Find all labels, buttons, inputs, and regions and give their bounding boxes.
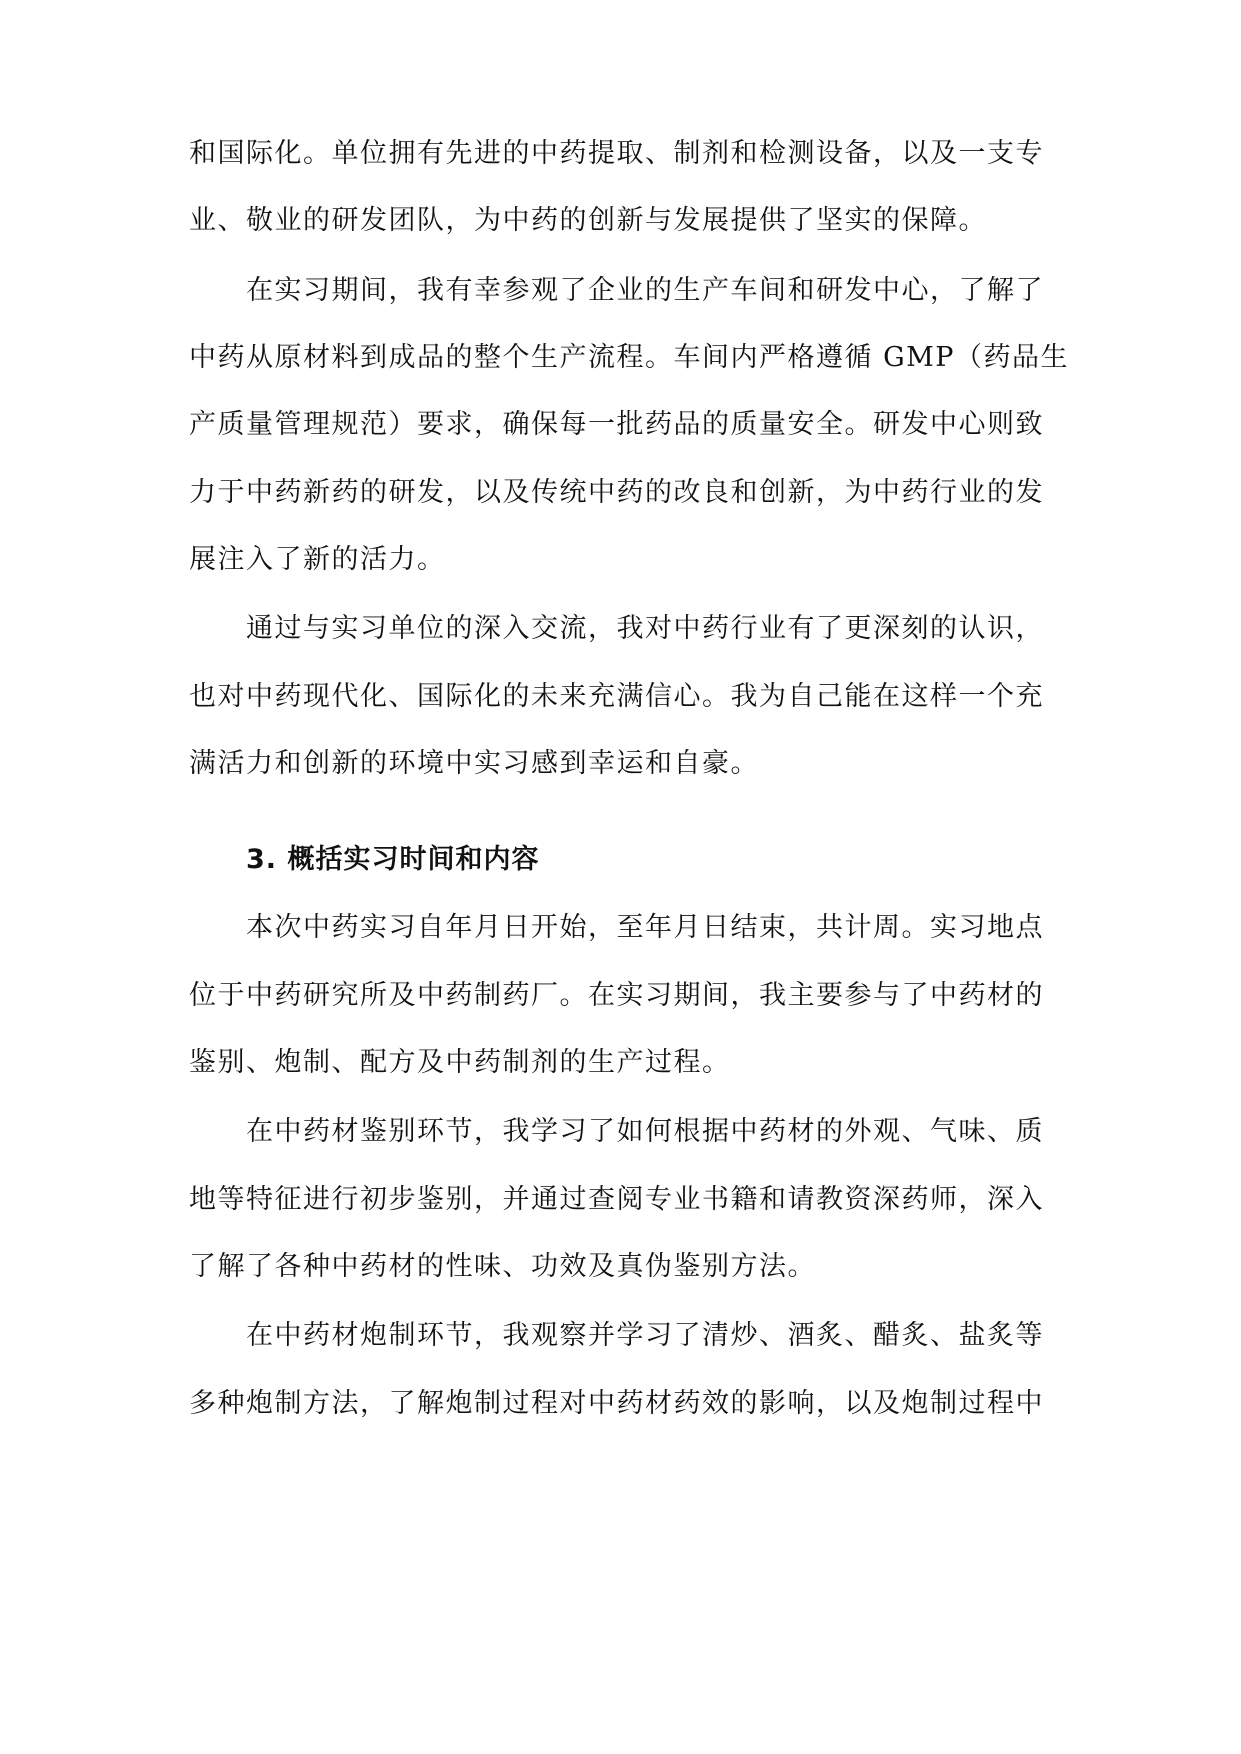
paragraph-line: 位于中药研究所及中药制药厂。在实习期间，我主要参与了中药材的 bbox=[189, 980, 1044, 1011]
paragraph-line: 地等特征进行初步鉴别，并通过查阅专业书籍和请教资深药师，深入 bbox=[189, 1184, 1044, 1215]
section-heading: 3. 概括实习时间和内容 bbox=[246, 844, 540, 875]
paragraph-line: 中药从原材料到成品的整个生产流程。车间内严格遵循 GMP（药品生 bbox=[189, 342, 1069, 373]
paragraph-line: 力于中药新药的研发，以及传统中药的改良和创新，为中药行业的发 bbox=[189, 477, 1044, 508]
paragraph-line: 产质量管理规范）要求，确保每一批药品的质量安全。研发中心则致 bbox=[189, 409, 1044, 440]
paragraph-line: 多种炮制方法，了解炮制过程对中药材药效的影响，以及炮制过程中 bbox=[189, 1388, 1044, 1419]
paragraph-line: 业、敬业的研发团队，为中药的创新与发展提供了坚实的保障。 bbox=[189, 205, 987, 236]
paragraph-line: 在中药材炮制环节，我观察并学习了清炒、酒炙、醋炙、盐炙等 bbox=[246, 1320, 1044, 1351]
paragraph-line: 在实习期间，我有幸参观了企业的生产车间和研发中心，了解了 bbox=[246, 275, 1044, 306]
paragraph-line: 在中药材鉴别环节，我学习了如何根据中药材的外观、气味、质 bbox=[246, 1116, 1044, 1147]
paragraph-line: 展注入了新的活力。 bbox=[189, 544, 446, 575]
paragraph-line: 也对中药现代化、国际化的未来充满信心。我为自己能在这样一个充 bbox=[189, 681, 1044, 712]
paragraph-line: 满活力和创新的环境中实习感到幸运和自豪。 bbox=[189, 748, 759, 779]
paragraph-line: 通过与实习单位的深入交流，我对中药行业有了更深刻的认识， bbox=[246, 613, 1044, 644]
paragraph-line: 了解了各种中药材的性味、功效及真伪鉴别方法。 bbox=[189, 1251, 816, 1282]
paragraph-line: 鉴别、炮制、配方及中药制剂的生产过程。 bbox=[189, 1047, 731, 1078]
paragraph-line: 和国际化。单位拥有先进的中药提取、制剂和检测设备，以及一支专 bbox=[189, 138, 1044, 169]
paragraph-line: 本次中药实习自年月日开始，至年月日结束，共计周。实习地点 bbox=[246, 912, 1044, 943]
